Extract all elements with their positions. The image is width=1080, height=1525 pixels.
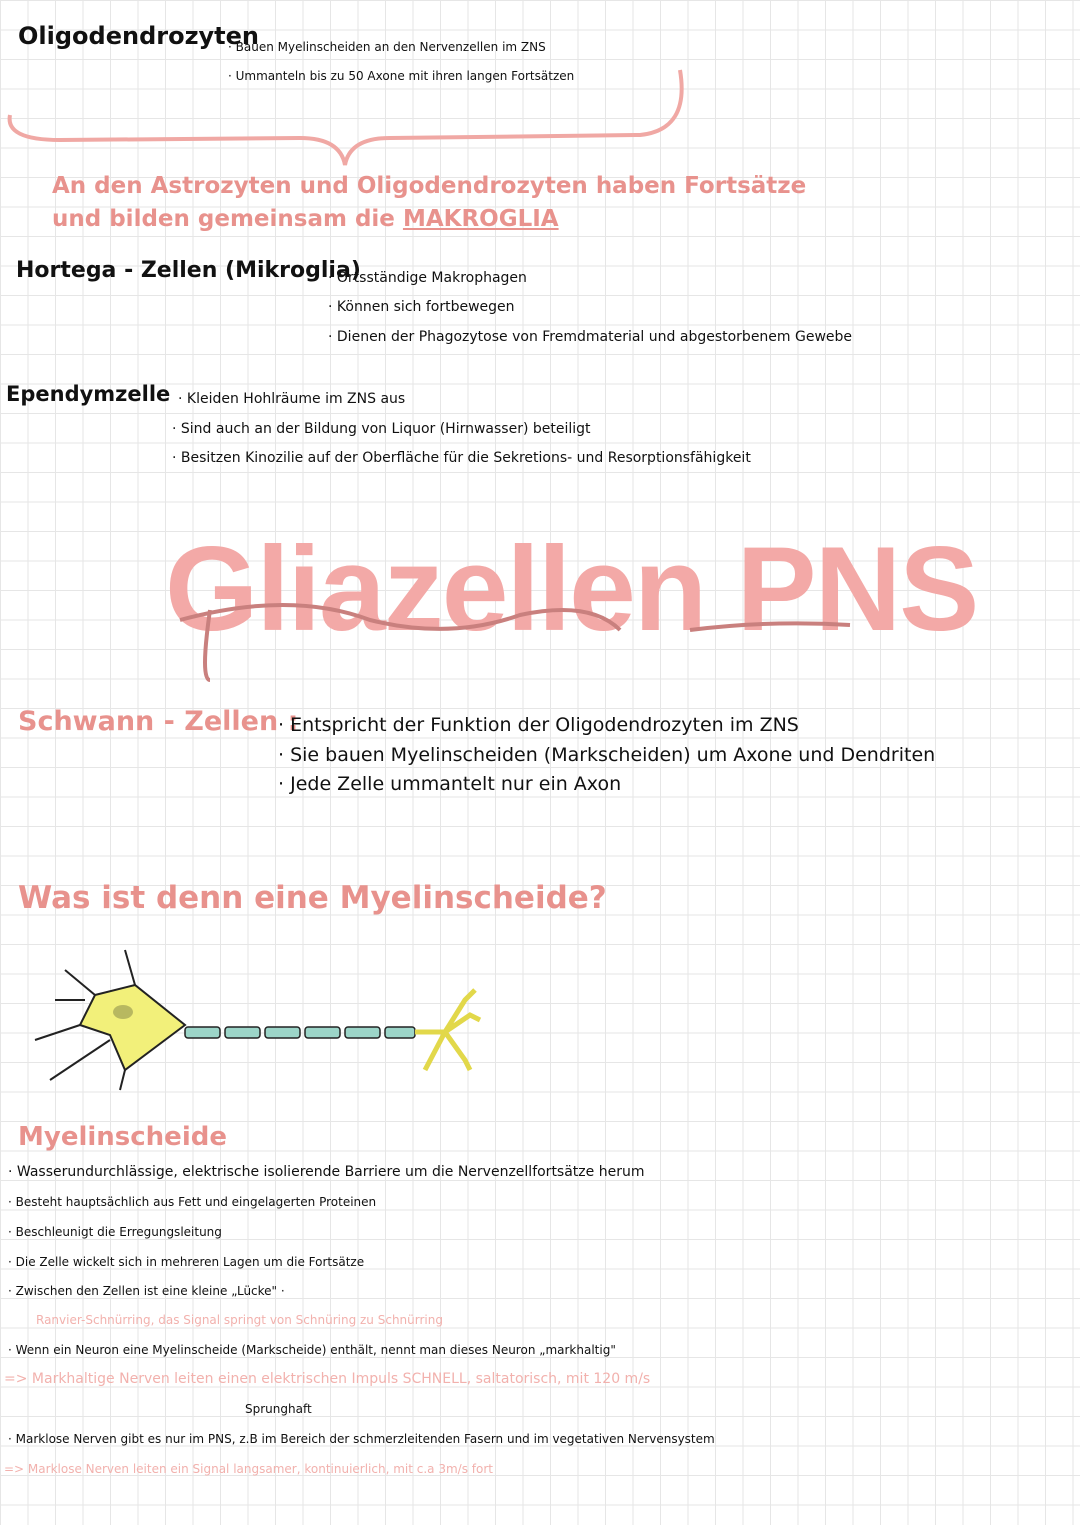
markhaltig-item: · Wenn ein Neuron eine Myelinscheide (Markscheide) enthält, nennt man dieses Neuron „markhaltig": [8, 1343, 616, 1357]
makroglia-line1: An den Astrozyten und Oligodendrozyten haben Fortsätze: [52, 173, 807, 199]
myelinscheide-heading: Myelinscheide: [18, 1122, 227, 1152]
hortega-item: · Ortsständige Makrophagen: [328, 270, 527, 286]
oligo-item: · Bauen Myelinscheiden an den Nervenzellen im ZNS: [228, 40, 546, 54]
handwritten-overlay-drawing: [170, 590, 870, 690]
ranvier-note: Ranvier-Schnürring, das Signal springt von Schnüring zu Schnürring: [36, 1313, 443, 1327]
oligo-item: · Ummanteln bis zu 50 Axone mit ihren langen Fortsätzen: [228, 69, 574, 83]
ependym-item: · Kleiden Hohlräume im ZNS aus: [178, 391, 405, 407]
schwann-item: · Sie bauen Myelinscheiden (Markscheiden) um Axone und Dendriten: [278, 744, 935, 766]
makroglia-line2: [52, 206, 559, 232]
myelin-item: · Zwischen den Zellen ist eine kleine „Lücke" ·: [8, 1284, 285, 1298]
curly-brace-drawing: [0, 60, 700, 170]
sprunghaft-note: Sprunghaft: [245, 1402, 312, 1416]
myelin-item: · Besteht hauptsächlich aus Fett und eingelagerten Proteinen: [8, 1195, 376, 1209]
makroglia-text: und bilden gemeinsam die: [52, 206, 395, 232]
oligodendrozyten-heading: Oligodendrozyten: [18, 22, 260, 50]
question-heading: Was ist denn eine Myelinscheide?: [18, 880, 607, 916]
ependymzelle-heading: Ependymzelle: [6, 382, 171, 406]
hortega-heading: Hortega - Zellen (Mikroglia): [16, 258, 361, 283]
makroglia-keyword: MAKROGLIA: [402, 206, 559, 232]
marklos-conclusion: => Marklose Nerven leiten ein Signal langsamer, kontinuierlich, mit c.a 3m/s fort: [4, 1462, 493, 1476]
hortega-item: · Können sich fortbewegen: [328, 299, 515, 315]
markhaltig-conclusion: => Markhaltige Nerven leiten einen elektrischen Impuls SCHNELL, saltatorisch, mit 120 m/s: [4, 1371, 651, 1387]
marklos-item: · Marklose Nerven gibt es nur im PNS, z.B im Bereich der schmerzleitenden Fasern und im vegetativen Nervensystem: [8, 1432, 715, 1446]
ependym-item: · Besitzen Kinozilie auf der Oberfläche für die Sekretions- und Resorptionsfähigkeit: [172, 450, 751, 466]
ependym-item: · Sind auch an der Bildung von Liquor (Hirnwasser) beteiligt: [172, 421, 591, 437]
neuron-drawing: [25, 940, 495, 1100]
myelin-item: · Die Zelle wickelt sich in mehreren Lagen um die Fortsätze: [8, 1255, 364, 1269]
schwann-item: · Entspricht der Funktion der Oligodendrozyten im ZNS: [278, 714, 799, 736]
schwann-item: · Jede Zelle ummantelt nur ein Axon: [278, 773, 621, 795]
hortega-item: · Dienen der Phagozytose von Fremdmaterial und abgestorbenem Gewebe: [328, 329, 852, 345]
schwann-heading: Schwann - Zellen :: [18, 706, 299, 737]
myelin-item: · Beschleunigt die Erregungsleitung: [8, 1225, 222, 1239]
section-title-gliazellen-pns: Gliazellen PNS: [165, 522, 978, 656]
myelin-item: · Wasserundurchlässige, elektrische isolierende Barriere um die Nervenzellfortsätze herum: [8, 1164, 644, 1180]
